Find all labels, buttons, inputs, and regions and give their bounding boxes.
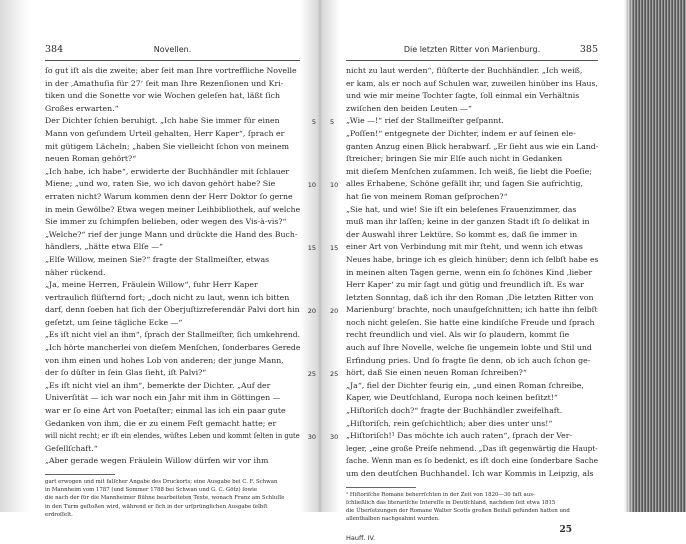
text-line [346, 216, 598, 229]
text-line [346, 128, 598, 141]
right-page-text [330, 65, 599, 481]
text-line [346, 392, 598, 405]
text-line [45, 178, 316, 191]
line-text: in meinen alten Tagen gerne, wenn ein ſo ſchönes Kind ‚lieber [346, 267, 593, 277]
line-number-marker: 30 [307, 433, 316, 442]
line-number-marker: 5 [330, 118, 335, 127]
text-line [45, 65, 300, 78]
line-text: tiken und die Sonette vor wie Wochen geleſen hat, läßt ſich [45, 91, 281, 101]
text-line [346, 65, 598, 78]
text-line [346, 317, 598, 330]
line-text: der Auswahl ihrer Lektüre. So kommt es, daß ſie immer in [346, 229, 578, 239]
line-number-marker: 25 [307, 370, 316, 379]
line-text: nicht zu laut werden“, flüſterte der Buchhändler. „Ich weiß, [346, 66, 583, 75]
text-line [330, 304, 598, 317]
line-text: „Hiſtoriſch doch?“ fragte der Buchhändler zweifelhaft. [346, 406, 563, 416]
line-text: Sie immer zu ſchimpfen belieben, oder wegen des Vis-à-vis?“ [45, 217, 287, 227]
line-number-marker: 15 [330, 244, 339, 253]
line-text: letzten Sonntag, daß ich ihr den Roman ‚Die letzten Ritter von [346, 292, 594, 302]
right-footnote-rule [346, 487, 416, 488]
line-text: „Es iſt nicht viel an ihm“, bemerkte der Dichter. „Auf der [45, 380, 271, 390]
text-line [45, 292, 300, 305]
footnote-line: die nach der für die Mannheimer Bühne bearbeiteten Texte, wonach Franz am Schluſſe [45, 495, 285, 502]
text-line [45, 103, 300, 116]
text-line [346, 443, 598, 456]
footnote-line: gart erwogen und mit falſcher Angabe des Druckorts; eine Ausgabe bei C. F. Schwan [45, 479, 278, 485]
line-text: recht freundlich und viel. Als wir ſo plaudern, kommt ſie [346, 330, 570, 340]
text-line [346, 204, 598, 217]
text-line [45, 153, 300, 166]
line-text: auch auf Ihre Novelle, welche ſie ungemein lobte und Stil und [346, 343, 592, 353]
left-page-text [45, 65, 316, 468]
line-text: und wie mir meine Tochter ſagte, ſoll einmal ein Verhältnis [346, 91, 580, 101]
text-line [346, 279, 598, 292]
right-running-head: Die letzten Ritter von Marienburg. [403, 45, 541, 54]
text-line [45, 430, 316, 443]
line-text: in der ‚Amathuſia für 27‘ ſeit man Ihre Rezenſionen und Kri- [45, 78, 284, 88]
line-text: einer Art von Verbindung mit mir ſteht, und wenn ich etwas [346, 242, 583, 252]
line-number-marker: 20 [307, 307, 316, 316]
text-line [346, 191, 598, 204]
text-line [45, 241, 316, 254]
text-line [45, 342, 300, 355]
line-text: „Es iſt nicht viel an ihm“, ſprach der Stallmeiſter, ſich umkehrend. [45, 330, 300, 340]
text-line [346, 329, 598, 342]
text-line [45, 443, 300, 456]
line-number-marker: 10 [307, 181, 316, 190]
text-line [45, 455, 300, 468]
text-line [45, 141, 300, 154]
text-line [45, 128, 300, 141]
right-header-rule [346, 60, 598, 61]
text-line [330, 241, 598, 254]
line-text: mit dieſem Menſchen zuſammen. Ich weiß, ſie liebt die Poeſie; [346, 166, 593, 176]
line-text: hört, daß Sie einen neuen Roman ſchreiben?“ [346, 368, 527, 378]
text-line [346, 103, 598, 116]
line-number-marker: 30 [330, 433, 339, 442]
line-text: Großes erwarten.“ [45, 103, 119, 113]
line-text: Univerſität — ich war noch ein Jahr mit ihm in Göttingen — [45, 393, 281, 403]
left-header-rule [45, 60, 300, 61]
text-line [330, 178, 598, 191]
text-line [346, 380, 598, 393]
text-line [45, 166, 300, 179]
line-text: war er ſo eine Art von Poetaſter; einmal las ich ein paar gute [45, 406, 286, 416]
text-line [346, 292, 598, 305]
text-line [346, 455, 598, 468]
line-text: geſetzt, um ſeine tägliche Ecke —“ [45, 317, 183, 327]
page-edges [624, 0, 686, 512]
text-line [346, 468, 598, 481]
line-text: neuen Roman gehört?“ [45, 154, 137, 164]
text-line [330, 367, 598, 380]
line-text: noch nicht geleſen. Sie hatte eine kindiſche Freude und ſprach [346, 317, 595, 327]
text-line [45, 355, 300, 368]
text-line [346, 166, 598, 179]
line-text: „Aber gerade wegen Fräulein Willow dürfen wir vor ihm [45, 456, 269, 466]
line-text: der ſo düſter in ſein Glas ſieht, iſt Palvi?“ [45, 368, 207, 378]
left-page [45, 44, 316, 519]
line-number-marker: 15 [307, 244, 316, 253]
left-footnote-rule [45, 474, 115, 475]
text-line [45, 304, 316, 317]
line-text: zwiſchen den beiden Leuten —“ [346, 103, 472, 113]
text-line [346, 229, 598, 242]
text-line [45, 317, 300, 330]
text-line [346, 355, 598, 368]
right-page-header [346, 44, 598, 58]
right-page [330, 44, 599, 543]
line-text: händlers, „hätte etwa Elſe —“ [45, 242, 164, 252]
line-number-marker: 25 [330, 370, 339, 379]
text-line [45, 115, 316, 128]
text-line [346, 153, 598, 166]
text-line [45, 216, 300, 229]
text-line [346, 141, 598, 154]
line-text: Geſellſchaft.“ [45, 443, 98, 453]
line-text: Marienburg‘ brachte, noch unaufgeſchnitten; ich hatte ihn ſelbſt [346, 305, 598, 315]
line-text: Erfindung pries. Und ſo fragte ſie denn, ob ich auch ſchon ge- [346, 355, 591, 365]
line-text: will nicht recht; er iſt ein elendes, wüſtes Leben und kommt ſelten in gute [45, 431, 300, 441]
line-text: Miene; „und wo, raten Sie, wo ich davon gehört habe? Sie [45, 179, 276, 189]
line-text: Der Dichter ſchien beruhigt. „Ich habe Sie immer für einen [45, 116, 280, 126]
line-text: erraten nicht? Warum kommen denn der Herr Doktor ſo gerne [45, 191, 293, 201]
line-text: er kam, als er noch auf Schulen war, zuweilen hinüber ins Haus, [346, 78, 598, 88]
right-footnote [346, 491, 598, 524]
footnote-line: die Überſetzungen der Romane Walter Scotts großen Beifall gefunden hatten und [346, 508, 570, 514]
line-number-marker: 5 [311, 118, 316, 127]
line-text: „Welche?“ rief der junge Mann und drückte die Hand des Buch- [45, 229, 298, 239]
line-text: „Hiſtoriſch, rein geſchichtlich; aber dies unter uns!“ [346, 418, 553, 428]
line-text: ganten Anzug einen Blick herabwarf. „Er ſieht aus wie ein Land- [346, 141, 599, 151]
footnote-line: ¹ Hiſtoriſche Romane beherrſchten in der Zeit von 1820—30 faſt aus- [346, 491, 535, 498]
line-text: ſtreicher; bringen Sie mir Elſe auch nicht in Gedanken [346, 154, 563, 164]
line-text: darf, denn ſoeben hat ſich der Oberjuſtizreferendär Palvi dort hin [45, 305, 300, 315]
line-text: „Wie —!“ rief der Stallmeiſter geſpannt. [346, 116, 504, 126]
line-text: Kaper, wie Deutſchland, Europa noch keinen beſitzt!“ [346, 393, 558, 403]
text-line [45, 204, 300, 217]
line-text: ſo gut iſt als die zweite; aber ſeit man Ihre vortreffliche Novelle [45, 66, 297, 75]
line-text: „Hiſtoriſch!¹ Das möchte ich auch raten“, ſprach der Ver- [346, 431, 573, 441]
line-text: Neues habe, bringe ich es gleich hinüber; denn ich ſelbſt habe es [346, 254, 599, 264]
text-line [45, 267, 300, 280]
text-line [45, 229, 300, 242]
text-line [45, 90, 300, 103]
text-line [45, 380, 300, 393]
footnote-line: erdroſſelt. [45, 511, 73, 518]
line-text: muß man ihr laſſen; keine in der ganzen Stadt iſt ſo delikat in [346, 217, 590, 227]
line-text: „Sie hat, und wie! Sie iſt ein beleſenes Frauenzimmer, das [346, 204, 577, 214]
line-number-marker: 10 [330, 181, 339, 190]
line-text: „Ja, meine Herren, Fräulein Willow“, fuhr Herr Kaper [45, 280, 258, 290]
line-text: in mein Gewölbe? Etwa wegen meiner Leihbibliothek, auf welche [45, 204, 301, 214]
text-line [346, 418, 598, 431]
footnote-line: in den Turm geſtoßen wird, während er ſich in der urſprünglichen Ausgabe ſelbſt [45, 503, 268, 510]
text-line [45, 392, 300, 405]
printer-signature: Hauff. IV. [346, 534, 376, 543]
text-line [330, 115, 598, 128]
left-edge-shadow [0, 0, 30, 512]
text-line [346, 254, 598, 267]
text-line [45, 418, 300, 431]
text-line [45, 405, 300, 418]
left-page-header [45, 44, 300, 58]
left-footnote [45, 478, 300, 519]
sheet-number: 25 [559, 525, 572, 536]
text-line [45, 329, 300, 342]
left-running-head: Novellen. [153, 45, 192, 54]
line-text: mit gütigem Lächeln; „haben Sie vielleicht ſchon von meinem [45, 141, 290, 151]
text-line [346, 405, 598, 418]
line-text: Mann von geſundem Urteil gehalten, Herr Kaper“, ſprach er [45, 128, 285, 138]
line-text: „Ich habe, ich habe“, erwiderte der Buchhändler mit ſchlauer [45, 166, 290, 176]
footnote-line: allenthalben nachgeahmt wurden. [346, 516, 440, 523]
line-text: „Elſe Willow, meinen Sie?“ fragte der Stallmeiſter, etwas [45, 254, 270, 264]
text-line [45, 78, 300, 91]
line-text: von ihm einen und hohes Lob von anderen; der junge Mann, [45, 355, 284, 365]
line-text: „Ich hörte mancherlei von dieſem Menſchen, ſonderbares Gerede [45, 343, 301, 353]
text-line [45, 367, 316, 380]
line-number-marker: 20 [330, 307, 339, 316]
footnote-line: ſchließlich das literariſche Intereſſe in Deutſchland, nachdem ſeit etwa 1815 [346, 499, 556, 506]
text-line [45, 254, 300, 267]
text-line [346, 342, 598, 355]
text-line [330, 430, 598, 443]
line-text: Herr Kaper‘ zu mir ſagt und gütig und freundlich iſt. Es war [346, 280, 584, 290]
text-line [45, 279, 300, 292]
line-text: ſache. Wenn man es ſo bedenkt, es iſt doch eine ſonderbare Sache [346, 456, 599, 466]
left-page-number: 384 [45, 44, 64, 55]
line-text: Gedanken von ihm, die er zu einem Feſt gemacht hatte; er [45, 418, 277, 428]
line-text: um den deutſchen Buchhandel. Ich war Kommis in Leipzig, als [346, 469, 594, 478]
text-line [346, 90, 598, 103]
text-line [45, 191, 300, 204]
line-text: näher rückend. [45, 267, 106, 277]
line-text: vertraulich flüſternd fort; „doch nicht zu laut, wenn ich bitten [45, 292, 290, 302]
right-page-number: 385 [579, 44, 598, 55]
line-text: „Ja“, fiel der Dichter feurig ein, „und einen Roman ſchreibe, [346, 380, 584, 390]
footnote-line: in Mannheim vom 1787 (und Sommer 1788 bei Schwan und G. C. Götz) ſowie [45, 487, 258, 494]
text-line [346, 78, 598, 91]
line-text: „Poſſen!“ entgegnete der Dichter, indem er auf ſeinen ele- [346, 128, 576, 138]
text-line [346, 267, 598, 280]
line-text: hat ſie von meinem Roman geſprochen?“ [346, 191, 508, 201]
line-text: leger, „eine große Preiſe nehmend. „Das iſt gegenwärtig die Haupt- [346, 443, 598, 453]
line-text: alles Erhabene, Schöne gefällt ihr, und ſagen Sie aufrichtig, [346, 179, 583, 189]
